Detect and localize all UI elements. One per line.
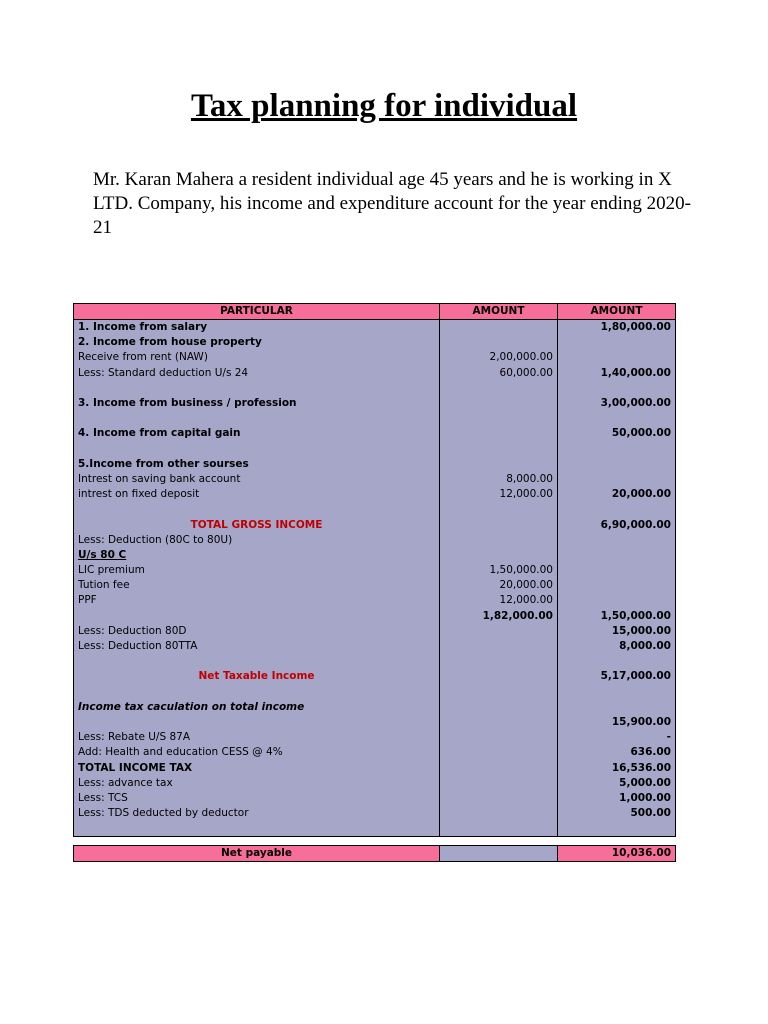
row-particular: Less: Deduction 80D (74, 624, 440, 639)
row-amount-2 (558, 411, 676, 426)
table-row (74, 502, 676, 517)
row-amount-1: 8,000.00 (440, 472, 558, 487)
table-row (74, 487, 676, 502)
row-amount-1 (440, 791, 558, 806)
row-particular: 3. Income from business / profession (74, 396, 440, 411)
row-amount-1: 20,000.00 (440, 578, 558, 593)
row-particular: U/s 80 C (74, 548, 440, 563)
table-row (74, 350, 676, 365)
row-amount-2 (558, 350, 676, 365)
spacer-cell (74, 837, 440, 846)
row-particular: 2. Income from house property (74, 335, 440, 350)
table-row (74, 563, 676, 578)
row-particular (74, 609, 440, 624)
spacer-cell (558, 837, 676, 846)
row-amount-1 (440, 700, 558, 715)
table-row (74, 335, 676, 350)
table-row (74, 578, 676, 593)
row-amount-1: 2,00,000.00 (440, 350, 558, 365)
row-amount-1 (440, 685, 558, 700)
header-particular: PARTICULAR (74, 304, 440, 320)
row-amount-1: 1,50,000.00 (440, 563, 558, 578)
row-particular: Less: Rebate U/S 87A (74, 730, 440, 745)
row-amount-2 (558, 700, 676, 715)
row-amount-2 (558, 533, 676, 548)
table-row (74, 639, 676, 654)
table-row (74, 320, 676, 336)
row-particular: PPF (74, 593, 440, 608)
row-amount-1: 1,82,000.00 (440, 609, 558, 624)
table-row (74, 685, 676, 700)
row-amount-1: 12,000.00 (440, 593, 558, 608)
row-amount-2 (558, 593, 676, 608)
row-amount-1 (440, 442, 558, 457)
row-amount-1 (440, 335, 558, 350)
table-row (74, 517, 676, 532)
table-row (74, 381, 676, 396)
net-payable-label: Net payable (74, 846, 440, 862)
row-amount-2 (558, 381, 676, 396)
row-particular (74, 715, 440, 730)
row-particular: Net Taxable Income (74, 669, 440, 684)
table-row (74, 533, 676, 548)
row-amount-2: 15,900.00 (558, 715, 676, 730)
table-row (74, 593, 676, 608)
row-amount-2: 3,00,000.00 (558, 396, 676, 411)
table-row (74, 730, 676, 745)
row-amount-2 (558, 548, 676, 563)
row-particular: 5.Income from other sourses (74, 457, 440, 472)
row-amount-1 (440, 730, 558, 745)
row-amount-2: 1,40,000.00 (558, 366, 676, 381)
row-particular: LIC premium (74, 563, 440, 578)
row-amount-1 (440, 396, 558, 411)
row-amount-1 (440, 821, 558, 837)
table-row (74, 776, 676, 791)
table-row (74, 654, 676, 669)
row-amount-2 (558, 472, 676, 487)
table-row (74, 457, 676, 472)
row-amount-1 (440, 320, 558, 336)
row-amount-1 (440, 806, 558, 821)
row-amount-1: 12,000.00 (440, 487, 558, 502)
table-row (74, 821, 676, 837)
header-amount-2: AMOUNT (558, 304, 676, 320)
table-row (74, 624, 676, 639)
page-title: Tax planning for individual (190, 88, 578, 124)
row-amount-2: 16,536.00 (558, 760, 676, 775)
tax-computation-table (73, 303, 676, 862)
row-amount-2: 50,000.00 (558, 426, 676, 441)
row-particular (74, 502, 440, 517)
row-amount-2: 1,50,000.00 (558, 609, 676, 624)
row-particular (74, 442, 440, 457)
row-amount-2 (558, 563, 676, 578)
table-row (74, 426, 676, 441)
table-row (74, 396, 676, 411)
row-particular: 1. Income from salary (74, 320, 440, 336)
table-row (74, 472, 676, 487)
row-amount-1 (440, 715, 558, 730)
row-amount-2: 1,000.00 (558, 791, 676, 806)
row-amount-1 (440, 745, 558, 760)
row-amount-1: 60,000.00 (440, 366, 558, 381)
header-amount-1: AMOUNT (440, 304, 558, 320)
spacer-cell (440, 837, 558, 846)
row-amount-1 (440, 624, 558, 639)
row-particular (74, 654, 440, 669)
row-amount-2 (558, 821, 676, 837)
table-row (74, 791, 676, 806)
table-row (74, 806, 676, 821)
row-amount-2: 15,000.00 (558, 624, 676, 639)
row-particular: 4. Income from capital gain (74, 426, 440, 441)
intro-paragraph: Mr. Karan Mahera a resident individual age 45 years and he is working in X LTD. Company, his income and expenditure account for the year ending 2020-21 (93, 169, 691, 238)
row-particular (74, 821, 440, 837)
row-amount-1 (440, 654, 558, 669)
row-amount-1 (440, 760, 558, 775)
table-row (74, 366, 676, 381)
row-particular: TOTAL INCOME TAX (74, 760, 440, 775)
row-particular: Less: Deduction (80C to 80U) (74, 533, 440, 548)
row-amount-2: 20,000.00 (558, 487, 676, 502)
row-amount-1 (440, 533, 558, 548)
row-particular: Less: TDS deducted by deductor (74, 806, 440, 821)
row-particular (74, 381, 440, 396)
table-row (74, 548, 676, 563)
row-amount-1 (440, 548, 558, 563)
row-particular: TOTAL GROSS INCOME (74, 517, 440, 532)
table-header-row (74, 304, 676, 320)
row-amount-2: 1,80,000.00 (558, 320, 676, 336)
table-row (74, 745, 676, 760)
row-particular: Less: Standard deduction U/s 24 (74, 366, 440, 381)
net-payable-amount-1 (440, 846, 558, 862)
net-payable-row (74, 846, 676, 862)
table-row (74, 609, 676, 624)
row-amount-2: 6,90,000.00 (558, 517, 676, 532)
row-amount-1 (440, 411, 558, 426)
row-amount-2: 500.00 (558, 806, 676, 821)
row-amount-2 (558, 442, 676, 457)
row-amount-1 (440, 517, 558, 532)
row-amount-1 (440, 669, 558, 684)
row-amount-2: 636.00 (558, 745, 676, 760)
row-particular (74, 411, 440, 426)
row-amount-2: 5,17,000.00 (558, 669, 676, 684)
net-payable-amount: 10,036.00 (558, 846, 676, 862)
row-amount-2 (558, 502, 676, 517)
row-particular: intrest on fixed deposit (74, 487, 440, 502)
row-amount-1 (440, 776, 558, 791)
row-particular (74, 685, 440, 700)
row-amount-2: 8,000.00 (558, 639, 676, 654)
row-amount-2 (558, 457, 676, 472)
row-amount-1 (440, 639, 558, 654)
row-amount-2: 5,000.00 (558, 776, 676, 791)
table-row (74, 411, 676, 426)
row-amount-1 (440, 457, 558, 472)
row-amount-2 (558, 685, 676, 700)
row-amount-2 (558, 654, 676, 669)
row-particular: Intrest on saving bank account (74, 472, 440, 487)
row-amount-2 (558, 578, 676, 593)
row-particular: Less: advance tax (74, 776, 440, 791)
row-particular: Income tax caculation on total income (74, 700, 440, 715)
row-amount-1 (440, 426, 558, 441)
row-amount-1 (440, 381, 558, 396)
row-particular: Less: Deduction 80TTA (74, 639, 440, 654)
row-amount-1 (440, 502, 558, 517)
row-particular: Tution fee (74, 578, 440, 593)
row-particular: Less: TCS (74, 791, 440, 806)
table-row (74, 669, 676, 684)
table-row (74, 715, 676, 730)
row-amount-2: - (558, 730, 676, 745)
row-particular: Receive from rent (NAW) (74, 350, 440, 365)
table-row (74, 700, 676, 715)
row-amount-2 (558, 335, 676, 350)
table-row (74, 442, 676, 457)
table-row (74, 760, 676, 775)
row-particular: Add: Health and education CESS @ 4% (74, 745, 440, 760)
table-spacer (74, 837, 676, 846)
